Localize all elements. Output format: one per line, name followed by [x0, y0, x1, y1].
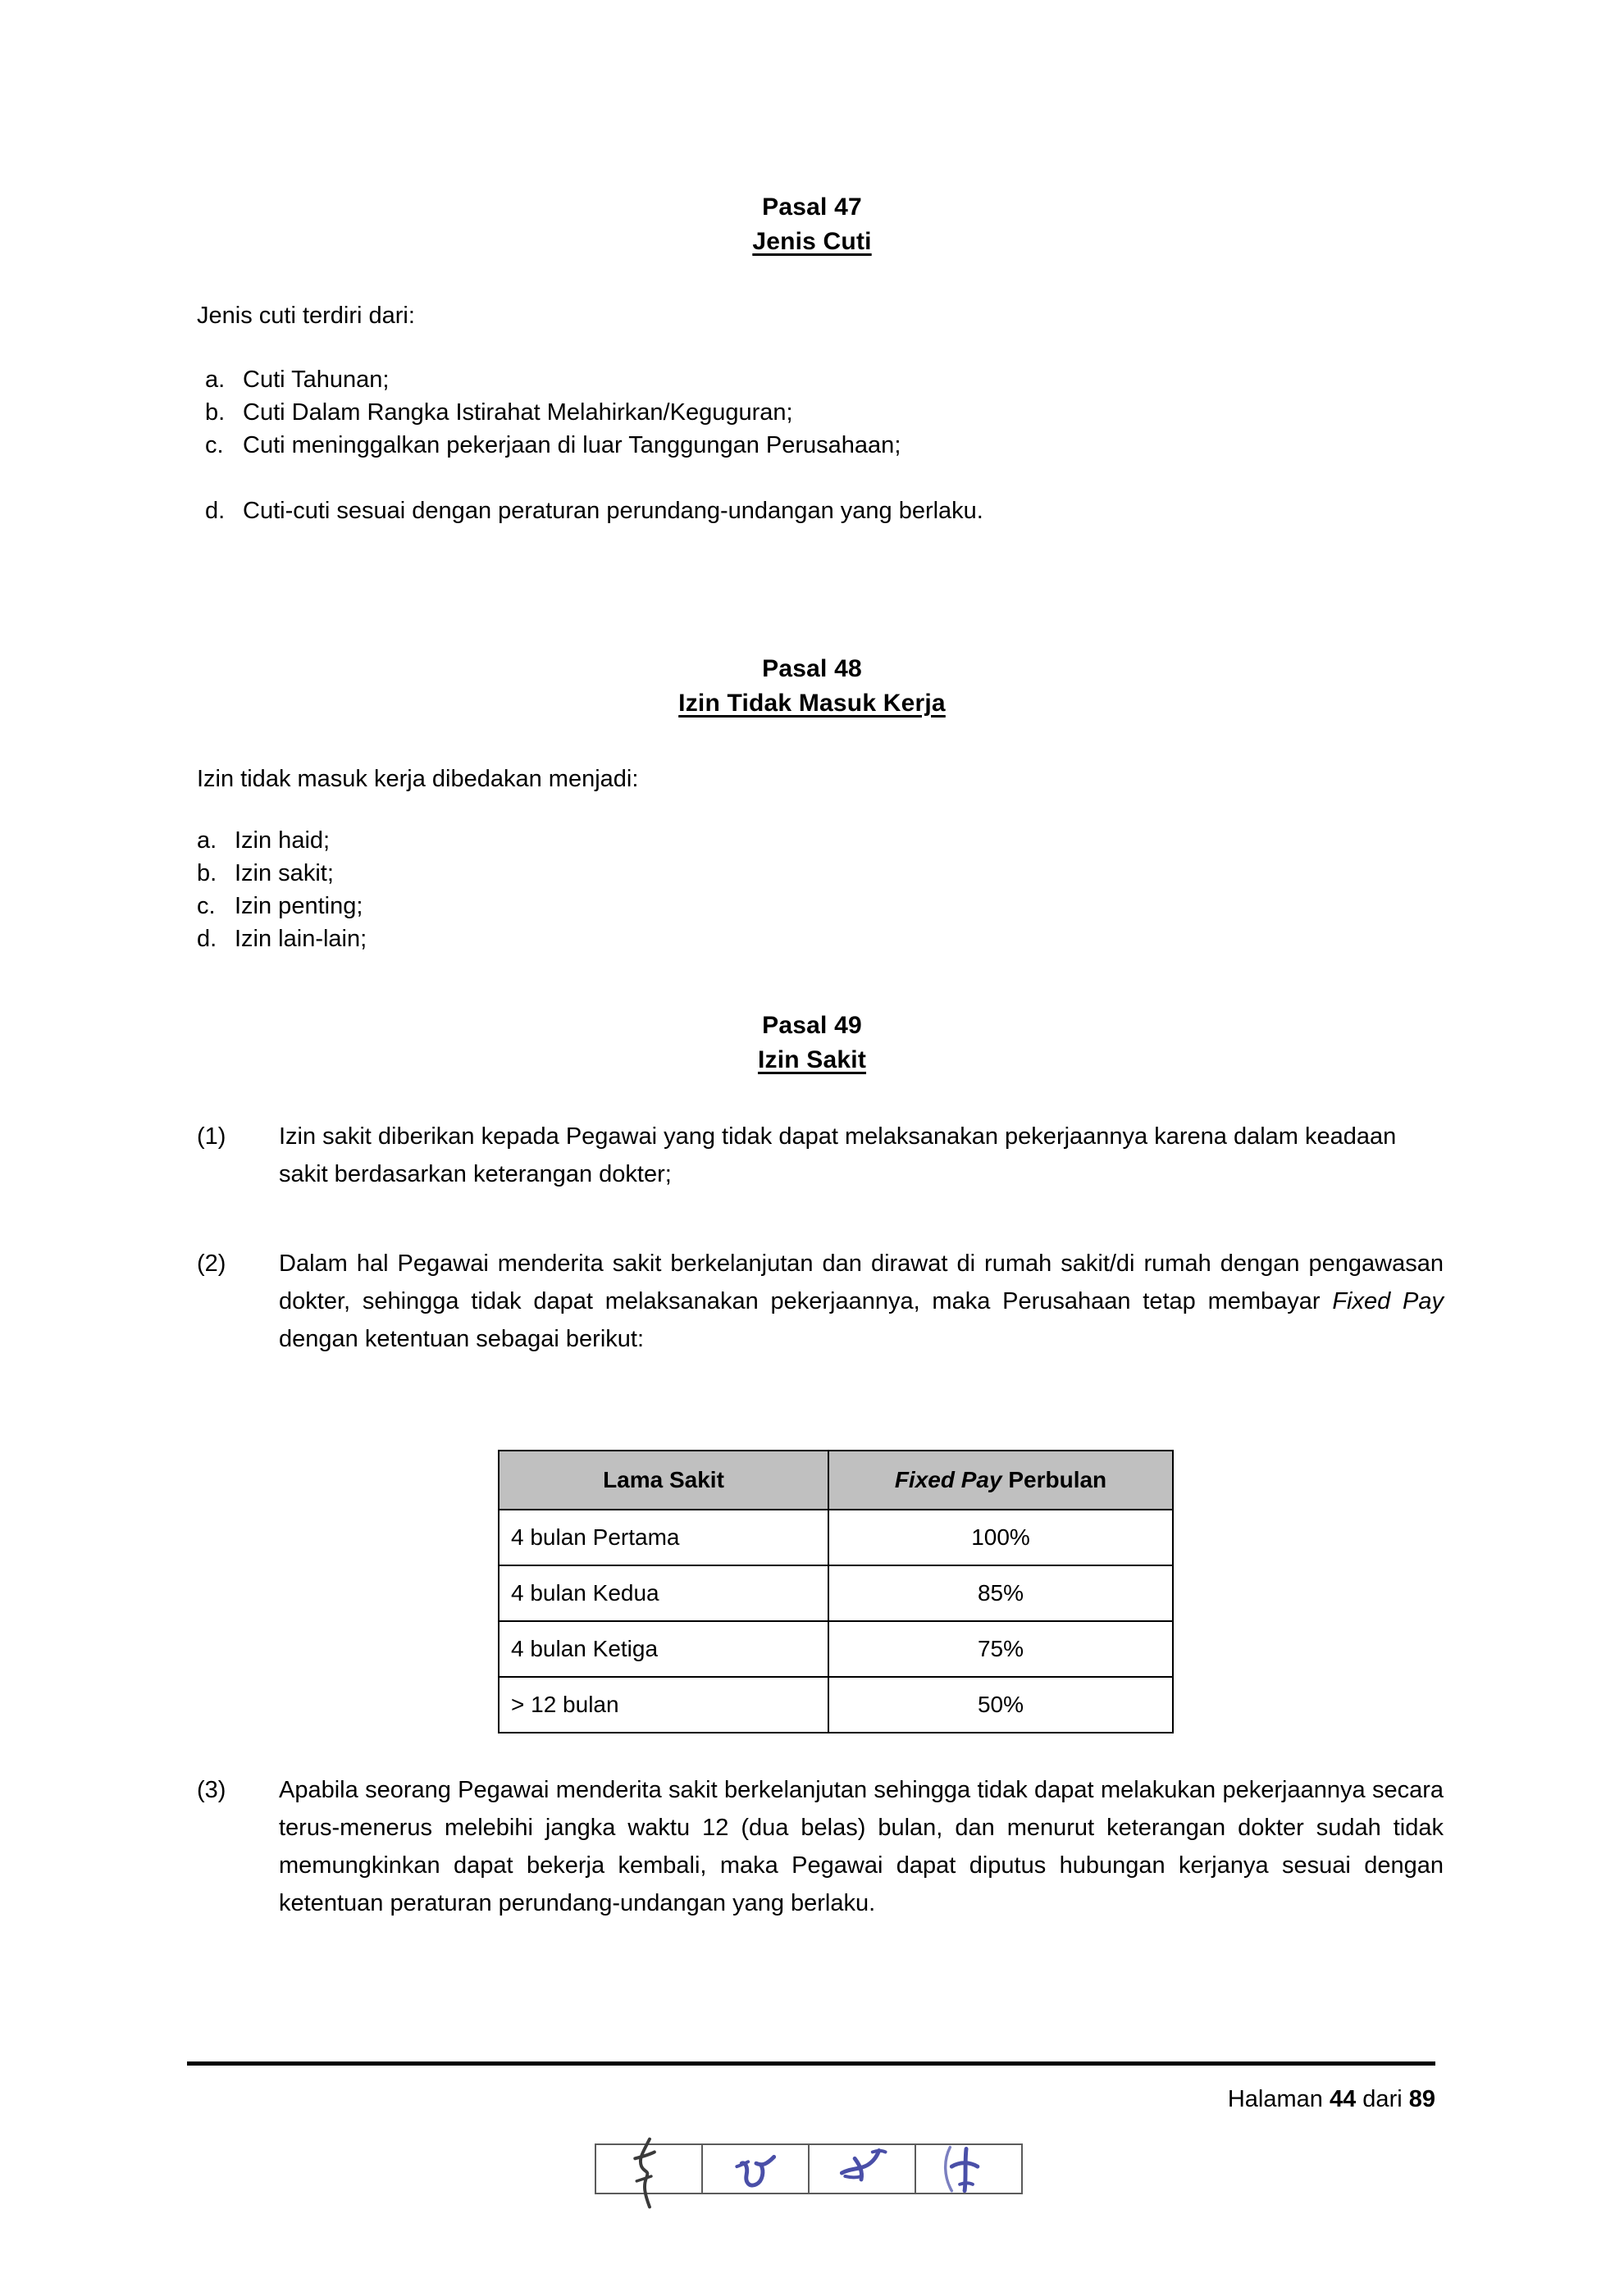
- list-text: Izin sakit;: [235, 860, 334, 886]
- list-marker: c.: [205, 432, 224, 458]
- table-row: [499, 1510, 1173, 1565]
- clause-3: [197, 1771, 1444, 1922]
- table-cell-fixed-pay: 85%: [828, 1565, 1173, 1621]
- table-header-fixed-pay-italic: Fixed Pay: [894, 1467, 1002, 1492]
- list-marker: d.: [205, 498, 226, 524]
- table-cell-fixed-pay: 100%: [828, 1510, 1173, 1565]
- list-item: [197, 824, 1427, 857]
- signature-cell-3: [810, 2145, 916, 2193]
- pasal-47-title-text: Jenis Cuti: [752, 228, 872, 255]
- clause-text: [279, 1245, 1444, 1358]
- list-item: [197, 857, 1427, 890]
- signature-box: [595, 2143, 1023, 2194]
- clause-number: (2): [197, 1250, 226, 1277]
- clause-2-text-before: Dalam hal Pegawai menderita sakit berkelanjutan dan dirawat di rumah sakit/di rumah dengan pengawasan dokter, sehingga tidak dapat melaksanakan pekerjaannya, maka Perusahaan tetap membayar: [279, 1250, 1444, 1314]
- signature-initial-blue-v-icon: [703, 2134, 808, 2216]
- signature-strip: [595, 2143, 1023, 2194]
- list-marker: a.: [205, 367, 226, 393]
- section-heading-pasal-49: [189, 1009, 1435, 1077]
- list-marker: d.: [197, 926, 217, 952]
- clause-2: [197, 1245, 1444, 1358]
- pasal-48-title: [189, 686, 1435, 721]
- table-header-fixed-pay: [828, 1451, 1173, 1510]
- signature-cell-1: [596, 2145, 703, 2193]
- table-cell-lama-sakit: 4 bulan Pertama: [499, 1510, 828, 1565]
- pasal-48-intro: Izin tidak masuk kerja dibedakan menjadi:: [197, 766, 639, 792]
- clause-text: Izin sakit diberikan kepada Pegawai yang tidak dapat melaksanakan pekerjaannya karena dalam keadaan sakit berdasarkan keterangan dokter;: [279, 1123, 1397, 1187]
- section-heading-pasal-47: [189, 190, 1435, 259]
- pasal-48-number: Pasal 48: [762, 655, 862, 682]
- footer-divider: [187, 2061, 1435, 2066]
- list-text: Cuti Dalam Rangka Istirahat Melahirkan/Keguguran;: [243, 399, 793, 426]
- list-text: Cuti Tahunan;: [243, 367, 390, 393]
- pasal-49-number: Pasal 49: [762, 1012, 862, 1039]
- section-heading-pasal-48: [189, 652, 1435, 721]
- clause-2-text-after: dengan ketentuan sebagai berikut:: [279, 1326, 645, 1352]
- signature-cell-4: [916, 2145, 1021, 2193]
- table-row: [499, 1565, 1173, 1621]
- signature-initial-blue-cross-icon: [916, 2134, 1021, 2216]
- list-marker: c.: [197, 893, 216, 919]
- list-text: Cuti meninggalkan pekerjaan di luar Tanggungan Perusahaan;: [243, 432, 901, 458]
- table-cell-lama-sakit: 4 bulan Kedua: [499, 1565, 828, 1621]
- pasal-47-title: [189, 225, 1435, 259]
- list-marker: a.: [197, 827, 217, 854]
- table-row: [499, 1621, 1173, 1677]
- list-text: Izin lain-lain;: [235, 926, 367, 952]
- pasal-47-number: Pasal 47: [762, 194, 862, 221]
- signature-initial-blue-arrow-icon: [810, 2134, 915, 2216]
- signature-cell-2: [703, 2145, 810, 2193]
- table-header-lama-sakit: Lama Sakit: [499, 1451, 828, 1510]
- table-header: [499, 1451, 1173, 1510]
- table-header-fixed-pay-rest: Perbulan: [1001, 1467, 1107, 1492]
- pasal-48-list: [197, 824, 1427, 955]
- clause-number: (1): [197, 1123, 226, 1150]
- clause-2-italic-term: Fixed Pay: [1332, 1288, 1444, 1314]
- table-body: [499, 1510, 1173, 1733]
- list-text: Cuti-cuti sesuai dengan peraturan perundang-undangan yang berlaku.: [243, 498, 983, 524]
- pasal-48-title-text: Izin Tidak Masuk Kerja: [678, 690, 946, 717]
- clause-1: [197, 1118, 1444, 1193]
- table-row: [499, 1677, 1173, 1733]
- table-cell-fixed-pay: 50%: [828, 1677, 1173, 1733]
- footer-total-pages: 89: [1408, 2086, 1435, 2112]
- clause-number: (3): [197, 1777, 226, 1803]
- pasal-49-title-text: Izin Sakit: [757, 1046, 867, 1073]
- pasal-49-title: [189, 1043, 1435, 1077]
- list-item: [205, 429, 1435, 462]
- list-marker: b.: [197, 860, 217, 886]
- table-cell-lama-sakit: 4 bulan Ketiga: [499, 1621, 828, 1677]
- footer-middle: dari: [1356, 2086, 1409, 2112]
- footer-page-number: [187, 2083, 1435, 2116]
- list-item: [205, 494, 1435, 527]
- pasal-47-list: [205, 363, 1435, 527]
- list-item: [205, 396, 1435, 429]
- signature-initial-dark-icon: [596, 2134, 701, 2216]
- list-item: [197, 922, 1427, 955]
- table-cell-lama-sakit: > 12 bulan: [499, 1677, 828, 1733]
- fixed-pay-table: [498, 1450, 1174, 1733]
- list-item: [205, 363, 1435, 396]
- list-marker: b.: [205, 399, 226, 426]
- footer-current-page: 44: [1329, 2086, 1357, 2112]
- pasal-47-intro: Jenis cuti terdiri dari:: [197, 303, 415, 329]
- table-cell-fixed-pay: 75%: [828, 1621, 1173, 1677]
- clause-text: Apabila seorang Pegawai menderita sakit berkelanjutan sehingga tidak dapat melakukan pekerjaannya secara terus-menerus melebihi jangka waktu 12 (dua belas) bulan, dan menurut keterangan dokter sudah tidak memungkinkan dapat bekerja kembali, maka Pegawai dapat diputus hubungan kerjanya sesuai dengan ketentuan peraturan perundang-undangan yang berlaku.: [279, 1777, 1444, 1916]
- list-text: Izin penting;: [235, 893, 363, 919]
- table-header-row: [499, 1451, 1173, 1510]
- footer-prefix: Halaman: [1227, 2086, 1330, 2112]
- list-text: Izin haid;: [235, 827, 331, 854]
- list-item: [197, 890, 1427, 922]
